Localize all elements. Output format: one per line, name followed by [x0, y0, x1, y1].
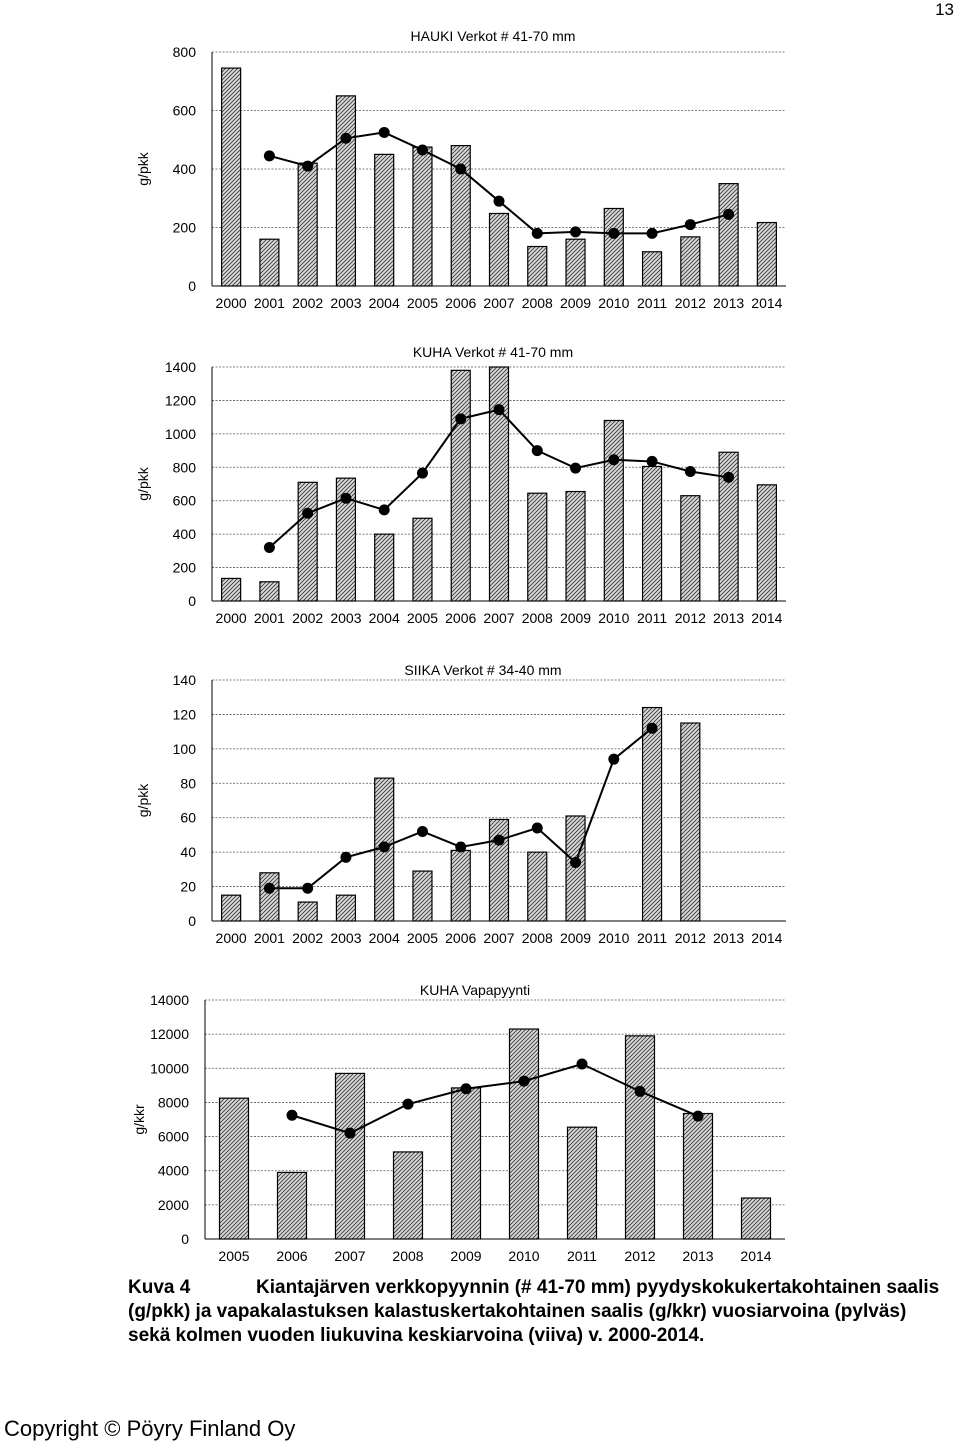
bar — [222, 68, 241, 286]
bar — [626, 1036, 655, 1239]
x-tick-label: 2012 — [624, 1248, 656, 1264]
bar — [336, 895, 355, 921]
bar — [413, 518, 432, 601]
bar — [336, 1073, 365, 1239]
x-tick-label: 2013 — [713, 610, 745, 626]
x-tick-label: 2013 — [713, 295, 745, 311]
x-tick-label: 2013 — [713, 930, 745, 946]
chart-title: HAUKI Verkot # 41-70 mm — [410, 28, 576, 44]
bar — [643, 252, 662, 286]
x-tick-label: 2012 — [674, 930, 706, 946]
x-tick-label: 2007 — [483, 930, 515, 946]
line-point — [608, 454, 619, 465]
x-tick-label: 2003 — [330, 930, 362, 946]
line-point — [417, 144, 428, 155]
line-point — [570, 463, 581, 474]
y-tick-label: 0 — [188, 278, 196, 294]
line-point — [379, 841, 390, 852]
bar — [336, 96, 355, 286]
x-tick-label: 2007 — [334, 1248, 366, 1264]
bar — [684, 1114, 713, 1239]
bar — [568, 1127, 597, 1239]
line-point — [723, 472, 734, 483]
chart-title: KUHA Vapapyynti — [419, 982, 531, 998]
chart-hauki-verkot — [0, 14, 960, 314]
y-tick-label: 20 — [180, 878, 196, 895]
bar — [490, 367, 509, 601]
y-tick-label: 8000 — [157, 1094, 189, 1111]
y-tick-label: 60 — [180, 809, 196, 826]
chart-svg — [0, 660, 960, 952]
x-tick-label: 2011 — [637, 930, 668, 946]
bar — [451, 850, 470, 921]
copyright-notice: Copyright © Pöyry Finland Oy — [4, 1416, 296, 1441]
figure-caption — [128, 1276, 958, 1348]
bar — [260, 582, 279, 601]
x-tick-label: 2011 — [637, 295, 668, 311]
y-tick-label: 200 — [172, 219, 196, 236]
bar — [681, 237, 700, 286]
line-point — [302, 161, 313, 172]
line-point — [685, 219, 696, 230]
bar — [375, 154, 394, 286]
bar — [681, 496, 700, 601]
x-tick-label: 2011 — [637, 610, 668, 626]
x-tick-label: 2010 — [598, 930, 630, 946]
x-tick-label: 2004 — [368, 610, 400, 626]
bar — [528, 247, 547, 286]
bar — [681, 723, 700, 921]
bar — [566, 492, 585, 601]
line-point — [494, 404, 505, 415]
line-point — [403, 1099, 414, 1110]
bar — [452, 1088, 481, 1239]
line-point — [379, 504, 390, 515]
line-point — [570, 226, 581, 237]
x-tick-label: 2002 — [292, 295, 324, 311]
bar — [566, 816, 585, 921]
y-tick-label: 6000 — [157, 1128, 189, 1145]
bar — [643, 466, 662, 601]
line-point — [417, 468, 428, 479]
x-tick-label: 2012 — [674, 295, 706, 311]
x-tick-label: 2008 — [521, 610, 553, 626]
x-tick-label: 2005 — [218, 1248, 250, 1264]
y-axis-label: g/pkk — [135, 467, 151, 501]
x-tick-label: 2010 — [508, 1248, 540, 1264]
y-axis-label: g/pkk — [135, 152, 151, 186]
line-point — [264, 883, 275, 894]
y-tick-label: 2000 — [157, 1196, 189, 1213]
line-point — [340, 852, 351, 863]
bar — [278, 1172, 307, 1239]
x-tick-label: 2014 — [740, 1248, 772, 1264]
chart-kuha-vapapyynti — [0, 975, 960, 1265]
line-point — [264, 150, 275, 161]
bar — [757, 223, 776, 286]
line-point — [455, 164, 466, 175]
x-tick-label: 2000 — [215, 295, 247, 311]
y-tick-label: 400 — [172, 526, 196, 543]
line-point — [519, 1076, 530, 1087]
chart-svg — [0, 975, 960, 1265]
x-tick-label: 2014 — [751, 610, 783, 626]
y-tick-label: 400 — [172, 161, 196, 177]
bar — [510, 1029, 539, 1239]
x-tick-label: 2004 — [368, 930, 400, 946]
y-tick-label: 1400 — [164, 359, 196, 375]
x-tick-label: 2006 — [276, 1248, 308, 1264]
x-tick-label: 2007 — [483, 610, 515, 626]
bar — [298, 163, 317, 286]
line-point — [647, 456, 658, 467]
bar — [451, 370, 470, 601]
x-tick-label: 2005 — [406, 610, 439, 626]
line-point — [577, 1059, 588, 1070]
chart-title: SIIKA Verkot # 34-40 mm — [404, 662, 562, 678]
line-point — [345, 1128, 356, 1139]
y-tick-label: 14000 — [150, 992, 189, 1008]
chart-svg — [0, 332, 960, 632]
line-point — [340, 133, 351, 144]
x-tick-label: 2002 — [292, 610, 324, 626]
x-tick-label: 2008 — [521, 295, 553, 311]
x-tick-label: 2012 — [674, 610, 706, 626]
x-tick-label: 2008 — [392, 1248, 424, 1264]
bar — [222, 895, 241, 921]
x-tick-label: 2000 — [215, 930, 247, 946]
bar — [757, 485, 776, 601]
x-tick-label: 2007 — [483, 295, 515, 311]
bar — [566, 239, 585, 286]
line-point — [647, 228, 658, 239]
line-point — [455, 841, 466, 852]
bar — [490, 213, 509, 286]
x-tick-label: 2004 — [368, 295, 400, 311]
y-tick-label: 800 — [172, 459, 196, 476]
line-point — [455, 413, 466, 424]
line-point — [494, 196, 505, 207]
x-tick-label: 2002 — [292, 930, 324, 946]
bar — [260, 873, 279, 921]
chart-siika-verkot — [0, 660, 960, 952]
line-point — [302, 883, 313, 894]
bar — [375, 534, 394, 601]
bar — [222, 578, 241, 601]
y-tick-label: 0 — [188, 913, 196, 929]
x-tick-label: 2013 — [682, 1248, 714, 1264]
caption-line-3: sekä kolmen vuoden liukuvina keskiarvoina (viiva) v. 2000-2014. — [128, 1325, 705, 1346]
y-tick-label: 600 — [172, 492, 196, 509]
line-point — [693, 1111, 704, 1122]
y-tick-label: 800 — [172, 44, 196, 60]
bar — [298, 482, 317, 601]
line-point — [379, 127, 390, 138]
x-tick-label: 2010 — [598, 610, 630, 626]
x-tick-label: 2003 — [330, 295, 362, 311]
line-point — [647, 723, 658, 734]
y-tick-label: 200 — [172, 559, 196, 576]
y-tick-label: 0 — [181, 1231, 189, 1247]
y-tick-label: 120 — [172, 706, 196, 723]
bar — [604, 420, 623, 601]
line-point — [340, 493, 351, 504]
line-point — [302, 508, 313, 519]
x-tick-label: 2003 — [330, 610, 362, 626]
x-tick-label: 2010 — [598, 295, 630, 311]
line-point — [461, 1083, 472, 1094]
x-tick-label: 2006 — [445, 610, 477, 626]
x-tick-label: 2005 — [406, 295, 439, 311]
y-tick-label: 12000 — [150, 1026, 189, 1043]
x-tick-label: 2006 — [445, 930, 477, 946]
line-point — [608, 228, 619, 239]
bar — [742, 1198, 771, 1239]
x-tick-label: 2001 — [253, 930, 285, 946]
x-tick-label: 2000 — [215, 610, 247, 626]
y-tick-label: 100 — [172, 740, 196, 757]
chart-svg — [0, 14, 960, 314]
caption-label: Kuva 4 — [128, 1277, 191, 1298]
line-point — [532, 228, 543, 239]
bar — [298, 902, 317, 921]
bar — [413, 871, 432, 921]
x-tick-label: 2011 — [566, 1248, 598, 1264]
line-point — [287, 1110, 298, 1121]
bar — [528, 493, 547, 601]
line-point — [608, 754, 619, 765]
line-point — [494, 835, 505, 846]
y-tick-label: 10000 — [150, 1060, 189, 1077]
x-tick-label: 2009 — [559, 295, 592, 311]
bar — [604, 208, 623, 286]
bar — [528, 852, 547, 921]
page-number: 13 — [935, 0, 954, 19]
x-tick-label: 2009 — [450, 1248, 482, 1264]
chart-kuha-verkot — [0, 332, 960, 632]
line-point — [635, 1086, 646, 1097]
caption-line-2: (g/pkk) ja vapakalastuksen kalastuskertakohtainen saalis (g/kkr) vuosiarvoina (pylväs) — [128, 1301, 907, 1322]
x-tick-label: 2006 — [445, 295, 477, 311]
caption-line-1: Kiantajärven verkkopyynnin (# 41-70 mm) pyydyskokukertakohtainen saalis — [256, 1277, 940, 1298]
y-tick-label: 600 — [172, 102, 196, 119]
x-tick-label: 2009 — [559, 930, 592, 946]
bar — [643, 708, 662, 921]
y-axis-label: g/kkr — [131, 1104, 147, 1135]
y-tick-label: 80 — [180, 775, 196, 792]
line-point — [532, 445, 543, 456]
bar — [220, 1098, 249, 1239]
y-tick-label: 1000 — [164, 425, 196, 442]
line-point — [532, 823, 543, 834]
line-point — [723, 209, 734, 220]
line-point — [570, 857, 581, 868]
bar — [413, 147, 432, 286]
y-tick-label: 4000 — [157, 1162, 189, 1179]
line-point — [417, 826, 428, 837]
y-axis-label: g/pkk — [135, 783, 151, 818]
y-tick-label: 140 — [172, 672, 196, 688]
x-tick-label: 2005 — [406, 930, 439, 946]
x-tick-label: 2014 — [751, 930, 783, 946]
x-tick-label: 2001 — [253, 610, 285, 626]
x-tick-label: 2009 — [559, 610, 592, 626]
x-tick-label: 2014 — [751, 295, 783, 311]
line-point — [264, 542, 275, 553]
x-tick-label: 2008 — [521, 930, 553, 946]
y-tick-label: 0 — [188, 593, 196, 609]
bar — [394, 1152, 423, 1239]
line-point — [685, 466, 696, 477]
y-tick-label: 1200 — [164, 392, 196, 409]
x-tick-label: 2001 — [253, 295, 285, 311]
chart-title: KUHA Verkot # 41-70 mm — [412, 344, 574, 360]
bar — [260, 239, 279, 286]
y-tick-label: 40 — [180, 844, 196, 861]
bar — [719, 184, 738, 286]
